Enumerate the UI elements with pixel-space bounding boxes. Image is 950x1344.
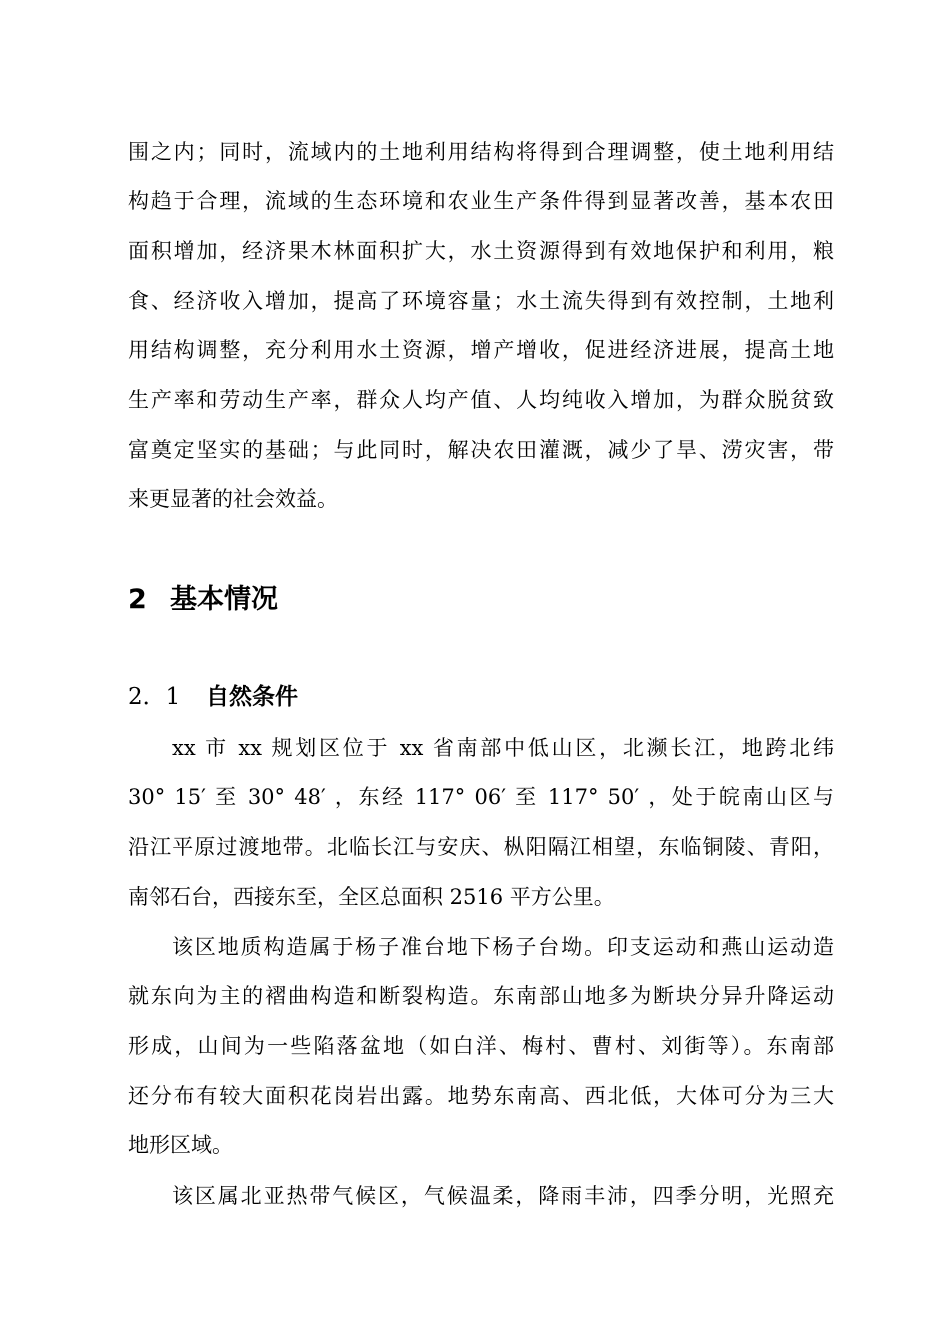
text-line: 生产率和劳动生产率，群众人均产值、人均纯收入增加，为群众脱贫致	[128, 388, 834, 412]
text-line: xx 市 xx 规划区位于 xx 省南部中低山区，北濒长江，地跨北纬	[172, 736, 834, 760]
text-line: 该区属北亚热带气候区，气候温柔，降雨丰沛，四季分明，光照充	[172, 1184, 834, 1208]
text-line: 面积增加，经济果木林面积扩大，水土资源得到有效地保护和利用，粮	[128, 239, 834, 263]
text-line: 还分布有较大面积花岗岩出露。地势东南高、西北低，大体可分为三大	[128, 1084, 834, 1108]
subsection-heading	[128, 681, 298, 713]
text-line: 30° 15′ 至 30° 48′ ，东经 117° 06′ 至 117° 50′ ，处于皖南山区与	[128, 785, 834, 809]
section-heading	[128, 582, 278, 618]
text-line: 沿江平原过渡地带。北临长江与安庆、枞阳隔江相望，东临铜陵、青阳，	[128, 835, 834, 859]
section-number: 2	[128, 584, 147, 615]
subsection-number: 2．1	[128, 684, 181, 710]
text-line: 围之内；同时，流域内的土地利用结构将得到合理调整，使土地利用结	[128, 140, 834, 164]
subsection-title: 自然条件	[206, 684, 298, 710]
text-line: 食、经济收入增加，提高了环境容量；水土流失得到有效控制，土地利	[128, 289, 834, 313]
text-line: 构趋于合理，流域的生态环境和农业生产条件得到显著改善，基本农田	[128, 189, 834, 213]
text-line: 南邻石台，西接东至，全区总面积 2516 平方公里。	[128, 885, 615, 909]
text-line: 就东向为主的褶曲构造和断裂构造。东南部山地多为断块分异升降运动	[128, 984, 834, 1008]
section-title: 基本情况	[170, 584, 278, 615]
text-line: 地形区域。	[128, 1133, 233, 1157]
text-line: 用结构调整，充分利用水土资源，增产增收，促进经济进展，提高土地	[128, 338, 834, 362]
text-line: 来更显著的社会效益。	[128, 487, 338, 511]
text-line: 该区地质构造属于杨子准台地下杨子台坳。印支运动和燕山运动造	[172, 935, 834, 959]
text-line: 形成，山间为一些陷落盆地（如白洋、梅村、曹村、刘街等）。东南部	[128, 1034, 834, 1058]
text-line: 富奠定坚实的基础；与此同时，解决农田灌溉，减少了旱、涝灾害，带	[128, 438, 834, 462]
